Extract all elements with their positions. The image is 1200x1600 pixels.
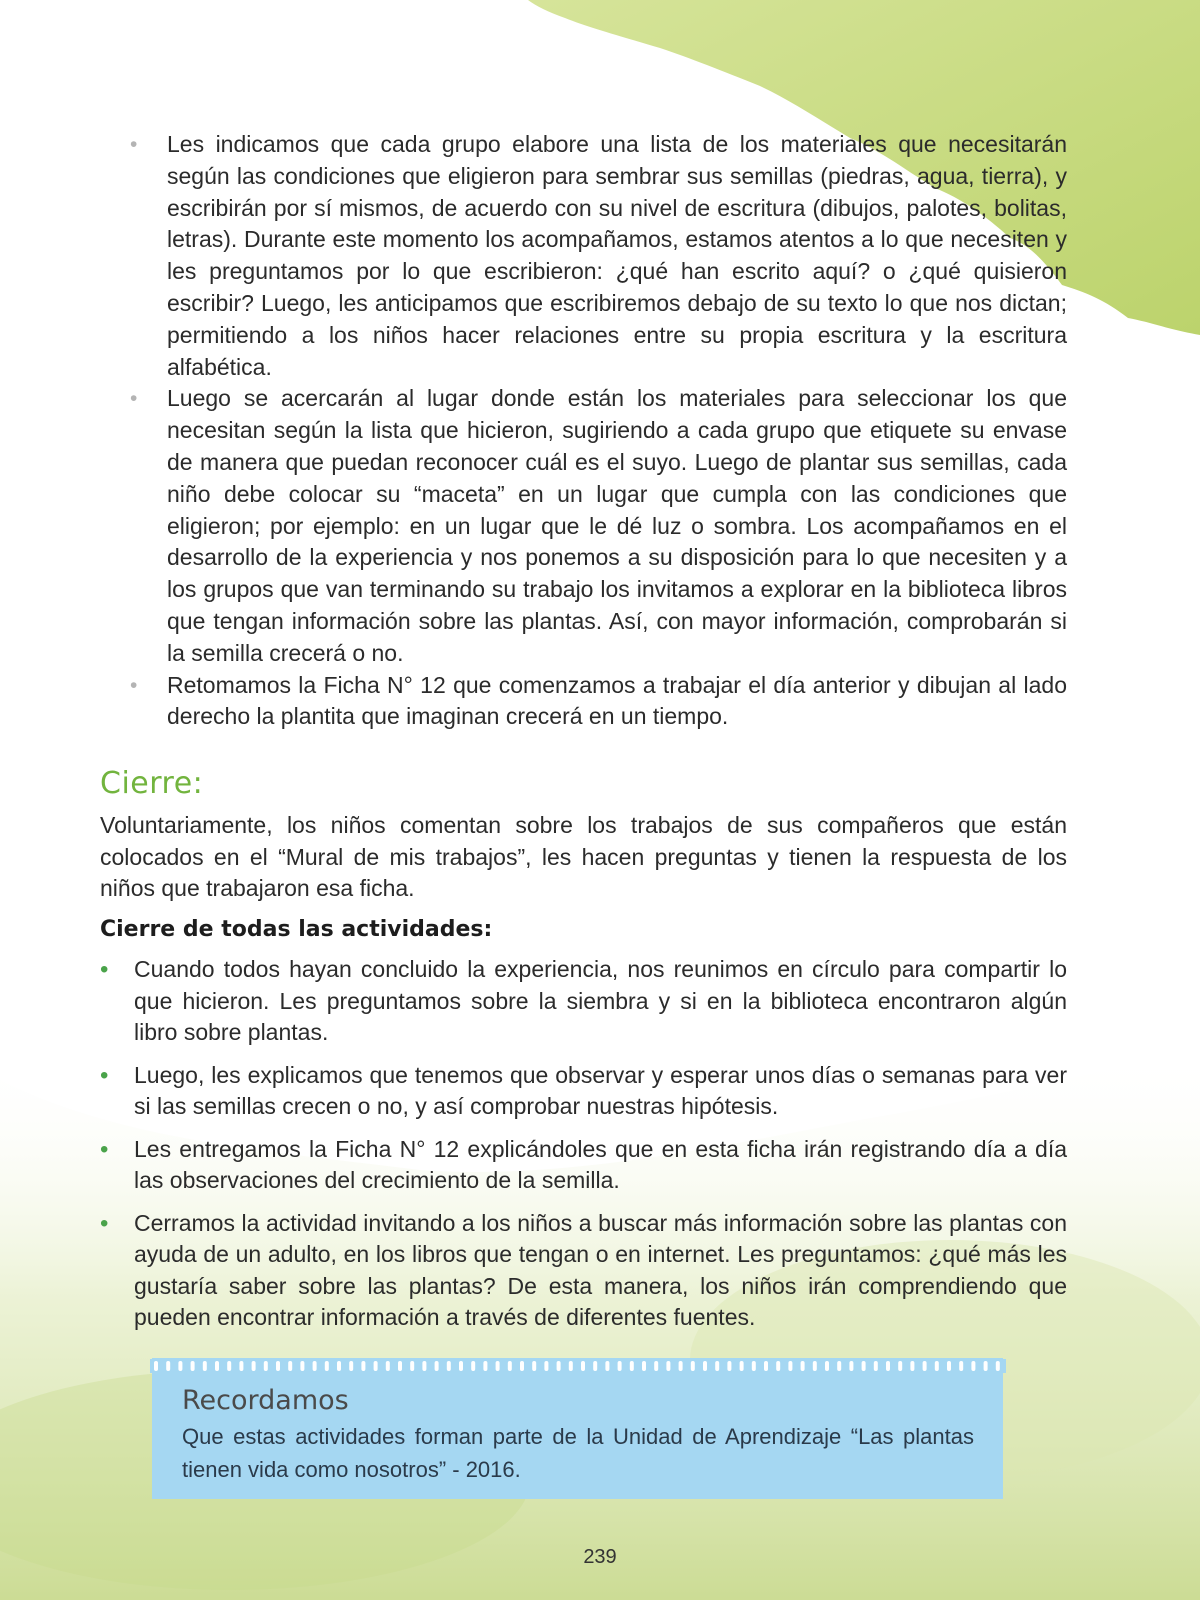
spiral-hole bbox=[971, 1361, 975, 1371]
recordamos-title: Recordamos bbox=[182, 1385, 349, 1416]
spiral-hole bbox=[178, 1361, 182, 1371]
spiral-hole bbox=[313, 1361, 317, 1371]
spiral-hole bbox=[618, 1361, 622, 1371]
spiral-hole bbox=[154, 1361, 158, 1371]
spiral-hole bbox=[959, 1361, 963, 1371]
spiral-hole bbox=[459, 1361, 463, 1371]
spiral-hole bbox=[801, 1361, 805, 1371]
spiral-hole bbox=[654, 1361, 658, 1371]
page-number: 239 bbox=[583, 1546, 617, 1568]
spiral-hole bbox=[264, 1361, 268, 1371]
spiral-hole bbox=[740, 1361, 744, 1371]
spiral-hole bbox=[471, 1361, 475, 1371]
spiral-hole bbox=[557, 1361, 561, 1371]
spiral-hole bbox=[325, 1361, 329, 1371]
spiral-hole bbox=[361, 1361, 365, 1371]
spiral-hole bbox=[898, 1361, 902, 1371]
spiral-hole bbox=[996, 1361, 1000, 1371]
spiral-hole bbox=[239, 1361, 243, 1371]
spiral-hole bbox=[825, 1361, 829, 1371]
spiral-hole bbox=[691, 1361, 695, 1371]
spiral-hole bbox=[910, 1361, 914, 1371]
spiral-hole bbox=[788, 1361, 792, 1371]
cierre-paragraph: Voluntariamente, los niños comentan sobre los trabajos de sus compañeros que están colocados en el “Mural de mis trabajos”, les hacen preguntas y tienen la respuesta de los niños que trabajaron esa ficha. bbox=[100, 812, 1067, 901]
activity-steps-list bbox=[130, 129, 1067, 733]
spiral-hole bbox=[630, 1361, 634, 1371]
spiral-hole bbox=[398, 1361, 402, 1371]
spiral-hole bbox=[386, 1361, 390, 1371]
spiral-hole bbox=[569, 1361, 573, 1371]
spiral-hole bbox=[605, 1361, 609, 1371]
spiral-hole bbox=[947, 1361, 951, 1371]
spiral-hole bbox=[435, 1361, 439, 1371]
cierre-heading: Cierre: bbox=[100, 766, 204, 801]
spiral-hole bbox=[496, 1361, 500, 1371]
spiral-hole bbox=[252, 1361, 256, 1371]
spiral-hole bbox=[642, 1361, 646, 1371]
spiral-binding-icon bbox=[150, 1359, 1006, 1373]
list-item: • Retomamos la Ficha N° 12 que comenzamos a trabajar el día anterior y dibujan al lado derecho la plantita que imaginan crecerá en un tiempo. bbox=[130, 670, 1067, 734]
spiral-hole bbox=[862, 1361, 866, 1371]
spiral-hole bbox=[752, 1361, 756, 1371]
spiral-hole bbox=[215, 1361, 219, 1371]
spiral-hole bbox=[849, 1361, 853, 1371]
spiral-hole bbox=[447, 1361, 451, 1371]
spiral-hole bbox=[874, 1361, 878, 1371]
spiral-hole bbox=[191, 1361, 195, 1371]
spiral-hole bbox=[703, 1361, 707, 1371]
spiral-hole bbox=[227, 1361, 231, 1371]
spiral-hole bbox=[483, 1361, 487, 1371]
list-item: • Les indicamos que cada grupo elabore una lista de los materiales que necesitarán según las condiciones que eligieron para sembrar sus semillas (piedras, agua, tierra), y escribirán por sí mismos, de acuerdo con su nivel de escritura (dibujos, palotes, bolitas, letras). Durante este momento los acompañamos, estamos atentos a lo que necesiten y les preguntamos por lo que escribieron: ¿qué han escrito aquí? o ¿qué quisieron escribir? Luego, les anticipamos que escribiremos debajo de su texto lo que nos dictan; permitiendo a los niños hacer relaciones entre su propia escritura y la escritura alfabética. bbox=[130, 129, 1067, 383]
list-item: • Cerramos la actividad invitando a los niños a buscar más información sobre las plantas con ayuda de un adulto, en los libros que tengan o en internet. Les preguntamos: ¿qué más les gustaría saber sobre las plantas? De esta manera, los niños irán comprendiendo que pueden encontrar información a través de diferentes fuentes. bbox=[100, 1208, 1067, 1334]
spiral-hole bbox=[764, 1361, 768, 1371]
spiral-hole bbox=[288, 1361, 292, 1371]
spiral-hole bbox=[532, 1361, 536, 1371]
spiral-hole bbox=[715, 1361, 719, 1371]
list-item: • Cuando todos hayan concluido la experiencia, nos reunimos en círculo para compartir lo que hicieron. Les preguntamos sobre la siembra y si en la biblioteca encontraron algún libro sobre plantas. bbox=[100, 954, 1067, 1049]
spiral-hole bbox=[666, 1361, 670, 1371]
list-item: • Luego, les explicamos que tenemos que observar y esperar unos días o semanas para ver si las semillas crecen o no, y así comprobar nuestras hipótesis. bbox=[100, 1060, 1067, 1123]
spiral-hole bbox=[349, 1361, 353, 1371]
spiral-hole bbox=[508, 1361, 512, 1371]
spiral-hole bbox=[923, 1361, 927, 1371]
spiral-hole bbox=[984, 1361, 988, 1371]
spiral-hole bbox=[776, 1361, 780, 1371]
list-item: • Les entregamos la Ficha N° 12 explicándoles que en esta ficha irán registrando día a día las observaciones del crecimiento de la semilla. bbox=[100, 1134, 1067, 1197]
spiral-hole bbox=[813, 1361, 817, 1371]
spiral-hole bbox=[935, 1361, 939, 1371]
spiral-hole bbox=[727, 1361, 731, 1371]
spiral-hole bbox=[544, 1361, 548, 1371]
cierre-actividades-heading: Cierre de todas las actividades: bbox=[100, 917, 493, 942]
spiral-hole bbox=[276, 1361, 280, 1371]
spiral-hole bbox=[166, 1361, 170, 1371]
spiral-hole bbox=[410, 1361, 414, 1371]
spiral-hole bbox=[422, 1361, 426, 1371]
spiral-hole bbox=[203, 1361, 207, 1371]
spiral-hole bbox=[520, 1361, 524, 1371]
list-item: • Luego se acercarán al lugar donde están los materiales para seleccionar los que necesitan según la lista que hicieron, sugiriendo a cada grupo que etiquete su envase de manera que puedan reconocer cuál es el suyo. Luego de plantar sus semillas, cada niño debe colocar su “maceta” en un lugar que cumpla con las condiciones que eligieron; por ejemplo: en un lugar que le dé luz o sombra. Los acompañamos en el desarrollo de la experiencia y nos ponemos a su disposición para lo que necesiten y a los grupos que van terminando su trabajo los invitamos a explorar en la biblioteca libros que tengan información sobre las plantas. Así, con mayor información, comprobarán si la semilla crecerá o no. bbox=[130, 383, 1067, 669]
spiral-hole bbox=[337, 1361, 341, 1371]
spiral-hole bbox=[837, 1361, 841, 1371]
spiral-hole bbox=[581, 1361, 585, 1371]
spiral-hole bbox=[374, 1361, 378, 1371]
spiral-hole bbox=[886, 1361, 890, 1371]
spiral-hole bbox=[679, 1361, 683, 1371]
recordamos-text: Que estas actividades forman parte de la Unidad de Aprendizaje “Las plantas tienen vida como nosotros” - 2016. bbox=[182, 1424, 974, 1482]
spiral-hole bbox=[300, 1361, 304, 1371]
cierre-actividades-list bbox=[100, 954, 1067, 1345]
spiral-hole bbox=[593, 1361, 597, 1371]
